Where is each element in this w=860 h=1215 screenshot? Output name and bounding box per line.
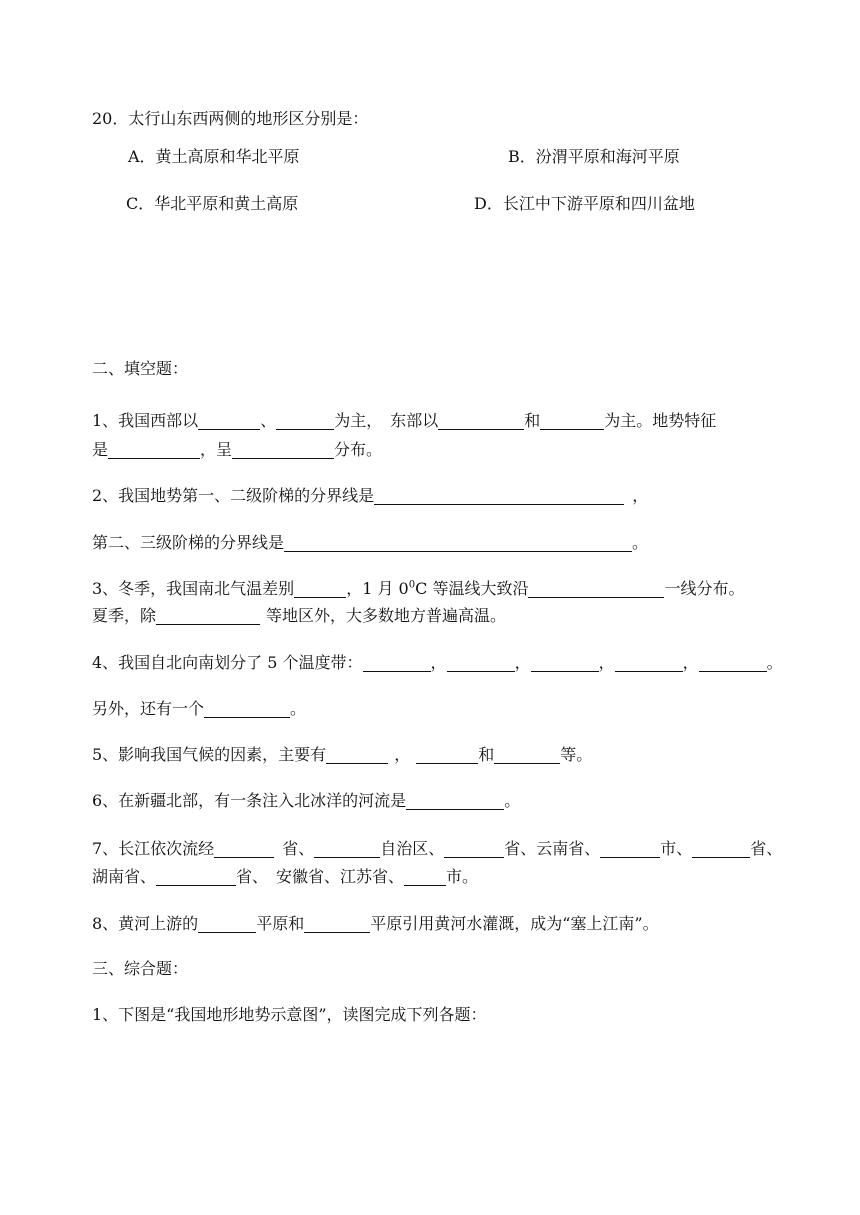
fill-q5: 5、影响我国气候的因素，主要有 ， 和 等。 [92, 745, 593, 764]
answer-blank[interactable] [494, 745, 560, 764]
fill-heading: 二、填空题： [92, 359, 189, 378]
answer-blank[interactable] [294, 579, 346, 598]
fill-q2-line1: 2、我国地势第一、二级阶梯的分界线是 ， [92, 486, 649, 505]
comp-q1: 1、下图是“我国地形地势示意图”，读图完成下列各题： [92, 1005, 487, 1024]
fill-q3-line1: 3、冬季，我国南北气温差别 ，1 月 $0^0C$ 等温线大致沿 一线分布。 [92, 579, 745, 598]
answer-blank[interactable] [600, 839, 660, 858]
answer-blank[interactable] [363, 653, 431, 672]
answer-blank[interactable] [214, 839, 274, 858]
answer-blank[interactable] [326, 745, 388, 764]
q20-option-d: D．长江中下游平原和四川盆地 [474, 194, 695, 213]
answer-blank[interactable] [438, 411, 524, 430]
q20-option-a: A．黄土高原和华北平原 [128, 147, 300, 166]
answer-blank[interactable] [406, 791, 504, 810]
fill-q4-line2: 另外，还有一个 。 [92, 699, 307, 718]
answer-blank[interactable] [615, 653, 683, 672]
fill-q8: 8、黄河上游的 平原和 平原引用黄河水灌溉，成为“塞上江南”。 [92, 914, 659, 933]
q20-stem: 20．太行山东西两侧的地形区分别是： [92, 109, 369, 128]
answer-blank[interactable] [416, 745, 478, 764]
answer-blank[interactable] [404, 867, 446, 886]
answer-blank[interactable] [447, 653, 515, 672]
fill-q4-line1: 4、我国自北向南划分了 5 个温度带： ， ， ， ， 。 [92, 653, 783, 672]
answer-blank[interactable] [108, 440, 200, 459]
answer-blank[interactable] [276, 411, 334, 430]
answer-blank[interactable] [528, 579, 664, 598]
fill-q6: 6、在新疆北部，有一条注入北冰洋的河流是 。 [92, 791, 521, 810]
answer-blank[interactable] [156, 606, 260, 625]
fill-q3-line2: 夏季，除 等地区外，大多数地方普遍高温。 [92, 606, 507, 625]
fill-q7-line2: 湖南省、 省、 安徽省、江苏省、 市。 [92, 867, 479, 886]
answer-blank[interactable] [531, 653, 599, 672]
answer-blank[interactable] [198, 914, 256, 933]
answer-blank[interactable] [304, 914, 370, 933]
answer-blank[interactable] [692, 839, 750, 858]
answer-blank[interactable] [699, 653, 767, 672]
fill-q2-line2: 第二、三级阶梯的分界线是 。 [92, 533, 649, 552]
answer-blank[interactable] [204, 699, 290, 718]
fill-q1-line2: 是 ，呈 分布。 [92, 440, 383, 459]
answer-blank[interactable] [444, 839, 504, 858]
q20-option-c: C．华北平原和黄土高原 [126, 194, 299, 213]
answer-blank[interactable] [198, 411, 260, 430]
fill-q7-line1: 7、长江依次流经 省、 自治区、 省、云南省、 市、 省、 [92, 839, 783, 858]
q20-option-b: B．汾渭平原和海河平原 [508, 147, 680, 166]
fill-q1-line1: 1、我国西部以 、 为主， 东部以 和 为主。地势特征 [92, 411, 717, 430]
answer-blank[interactable] [156, 867, 236, 886]
answer-blank[interactable] [314, 839, 380, 858]
answer-blank[interactable] [284, 533, 632, 552]
answer-blank[interactable] [374, 486, 624, 505]
comp-heading: 三、综合题： [92, 959, 189, 978]
answer-blank[interactable] [540, 411, 604, 430]
answer-blank[interactable] [232, 440, 334, 459]
